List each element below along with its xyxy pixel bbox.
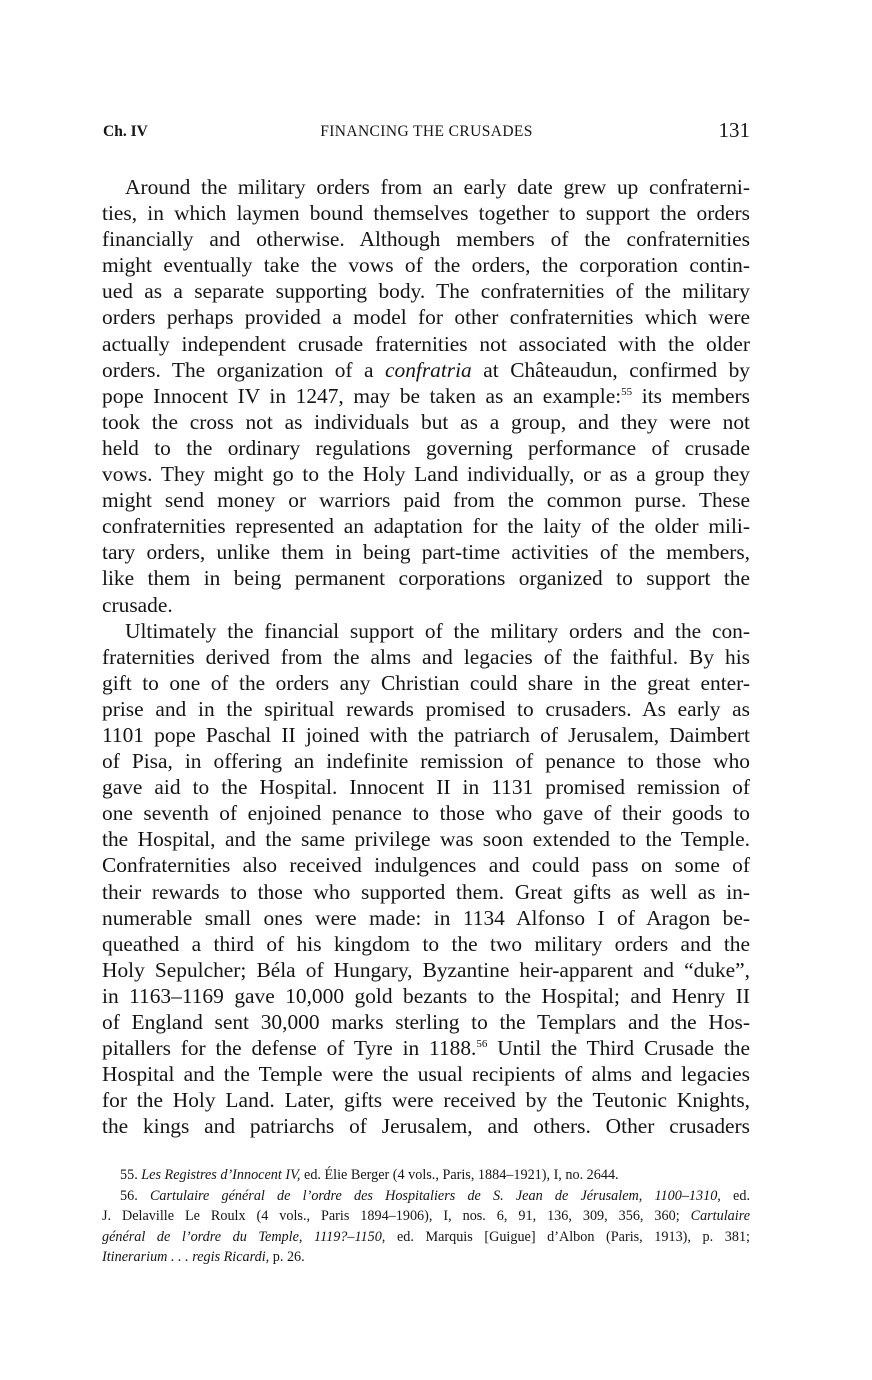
citation-title: Les Registres d’Innocent IV, — [141, 1167, 301, 1183]
text-line: gift to one of the orders any Christian could share in the great enter- — [102, 670, 750, 695]
footnote-text: ed. — [720, 1187, 750, 1204]
text-line: prise and in the spiritual rewards promised to crusaders. As early as — [102, 696, 750, 721]
text-line: queathed a third of his kingdom to the two military orders and the — [102, 931, 750, 956]
text-line — [102, 357, 750, 383]
text-line — [102, 383, 750, 409]
text-line: confraternities represented an adaptation for the laity of the older mili- — [102, 514, 750, 539]
footnote-line — [102, 1227, 750, 1248]
body-text — [102, 174, 750, 1139]
footnote-line — [102, 1186, 750, 1207]
text-run: pope Innocent IV in 1247, may be taken as an example: — [102, 383, 622, 408]
text-line: ued as a separate supporting body. The confraternities of the military — [102, 279, 750, 304]
italic-term: confratria — [385, 357, 472, 382]
text-line: financially and otherwise. Although members of the confraternities — [102, 227, 750, 252]
footnote-55 — [102, 1165, 750, 1186]
text-line: in 1163–1169 gave 10,000 gold bezants to the Hospital; and Henry II — [102, 983, 750, 1008]
paragraph — [102, 174, 750, 618]
footnote-line — [102, 1165, 750, 1186]
text-run: Until the Third Crusade the — [487, 1036, 750, 1061]
text-line: the Hospital, and the same privilege was soon extended to the Temple. — [102, 827, 750, 852]
footnote-line — [102, 1247, 750, 1268]
text-line: held to the ordinary regulations governing performance of crusade — [102, 435, 750, 460]
footnote-number: 55. — [120, 1167, 138, 1183]
footnote-56 — [102, 1186, 750, 1268]
text-line: Ultimately the financial support of the military orders and the con- — [125, 618, 750, 643]
text-line: like them in being permanent corporations organized to support the — [102, 566, 750, 591]
text-line: Holy Sepulcher; Béla of Hungary, Byzantine heir-apparent and “duke”, — [102, 957, 750, 982]
text-line: ties, in which laymen bound themselves together to support the orders — [102, 201, 750, 226]
footnote-text: p. 26. — [269, 1249, 305, 1266]
text-line: 1101 pope Paschal II joined with the patriarch of Jerusalem, Daimbert — [102, 722, 750, 747]
text-line: numerable small ones were made: in 1134 Alfonso I of Aragon be- — [102, 905, 750, 930]
text-line: their rewards to those who supported them. Great gifts as well as in- — [102, 879, 750, 904]
citation-title: général de l’ordre du Temple, 1119?–1150, — [102, 1228, 386, 1245]
text-line: the kings and patriarchs of Jerusalem, and others. Other crusaders — [102, 1114, 750, 1139]
text-line: gave aid to the Hospital. Innocent II in 1131 promised remission of — [102, 775, 750, 800]
text-line: orders perhaps provided a model for other confraternities which were — [102, 305, 750, 330]
text-line: Confraternities also received indulgences and could pass on some of — [102, 853, 750, 878]
footnote-reference[interactable]: 55 — [621, 385, 633, 398]
text-line — [102, 1035, 750, 1061]
text-line: tary orders, unlike them in being part-time activities of the members, — [102, 540, 750, 565]
citation-title: Itinerarium . . . regis Ricardi, — [102, 1249, 270, 1266]
text-line: might eventually take the vows of the orders, the corporation contin- — [102, 253, 750, 278]
running-title: FINANCING THE CRUSADES — [320, 123, 533, 140]
text-line: Around the military orders from an early date grew up confraterni- — [125, 175, 750, 199]
text-line: of England sent 30,000 marks sterling to the Templars and the Hos- — [102, 1010, 750, 1034]
text-line: Hospital and the Temple were the usual recipients of alms and legacies — [102, 1062, 750, 1087]
footnotes — [102, 1165, 750, 1268]
text-line: vows. They might go to the Holy Land individually, or as a group they — [102, 462, 750, 487]
text-line: for the Holy Land. Later, gifts were received by the Teutonic Knights, — [102, 1088, 750, 1113]
footnote-text: ed. Élie Berger (4 vols., Paris, 1884–1921), I, no. 2644. — [300, 1167, 619, 1183]
running-head — [103, 118, 750, 148]
text-run: orders. The organization of a — [102, 357, 385, 382]
text-line: fraternities derived from the alms and legacies of the faithful. By his — [102, 644, 750, 669]
text-run: pitallers for the defense of Tyre in 1188. — [102, 1036, 477, 1061]
footnote-line — [102, 1206, 750, 1227]
text-run: at Châteaudun, confirmed by — [471, 357, 751, 382]
footnote-text: J. Delaville Le Roulx (4 vols., Paris 1894–1906), I, nos. 6, 91, 136, 309, 356, 360; — [102, 1208, 691, 1225]
footnote-number: 56. — [120, 1187, 138, 1204]
text-line: one seventh of enjoined penance to those who gave of their goods to — [102, 801, 750, 826]
citation-title: Cartulaire général de l’ordre des Hospitaliers de S. Jean de Jérusalem, 1100–1310, — [149, 1187, 721, 1204]
text-line: crusade. — [102, 592, 173, 617]
text-line: took the cross not as individuals but as a group, and they were not — [102, 409, 750, 434]
paragraph — [102, 618, 750, 1140]
footnote-reference[interactable]: 56 — [476, 1038, 488, 1051]
text-line: might send money or warriors paid from the common purse. These — [102, 488, 750, 513]
footnote-text: ed. Marquis [Guigue] d’Albon (Paris, 1913), p. 381; — [385, 1228, 750, 1245]
citation-title: Cartulaire — [690, 1208, 750, 1225]
text-line: actually independent crusade fraternities not associated with the older — [102, 331, 750, 356]
chapter-label: Ch. IV — [103, 123, 148, 140]
page-number: 131 — [718, 118, 750, 142]
text-run: its members — [632, 383, 750, 408]
text-line: of Pisa, in offering an indefinite remission of penance to those who — [102, 749, 750, 774]
